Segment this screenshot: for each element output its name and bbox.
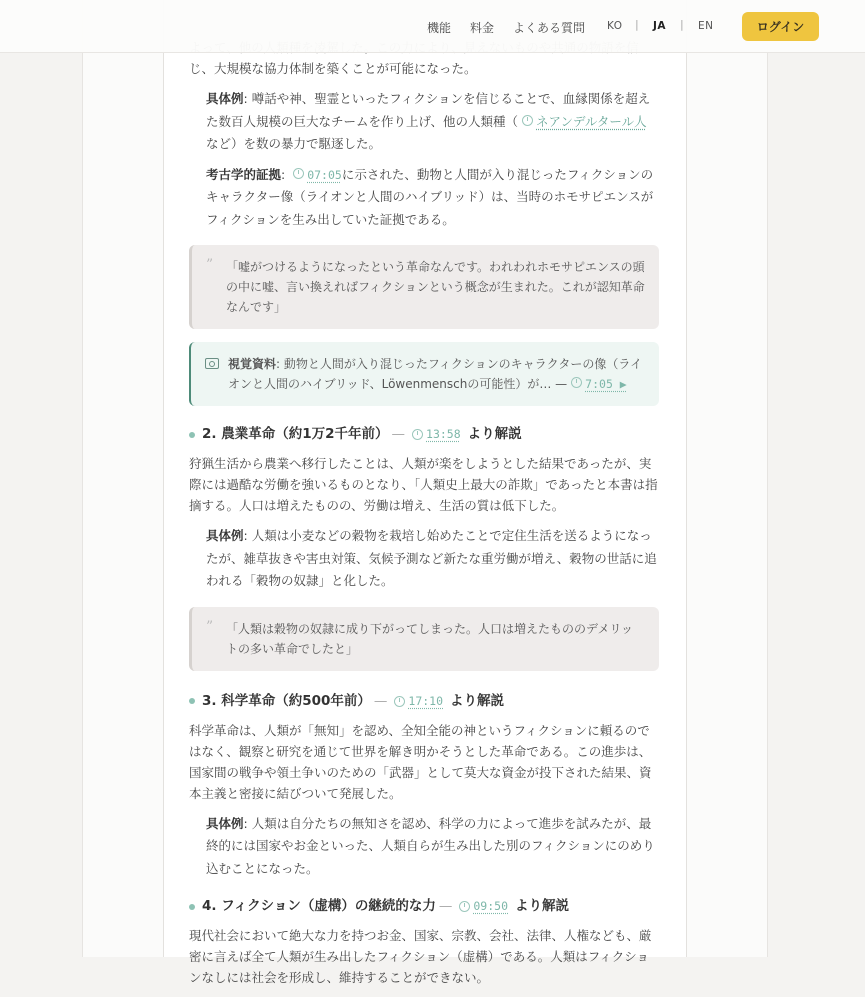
section-paragraph: 狩猟生活から農業へ移行したことは、人類が楽をしようとした結果であったが、実際には過酷な労働を強いるものとなり、「人類史上最大の詐欺」であったと本書は指摘する。人口は増えたものの、労働は増え、生活の質は低下した。 (189, 456, 658, 513)
example-text: : 人類は自分たちの無知さを認め、科学の力によって進歩を試みたが、最終的には国家やお金といった、人類自らが生み出した別のフィクションにのめり込むことになった。 (206, 815, 655, 876)
nav-pricing[interactable]: 料金 (470, 21, 495, 35)
timestamp-link[interactable]: 07:05 (307, 167, 342, 182)
section-timestamp-link[interactable]: 09:50 (473, 899, 508, 913)
example-label: 具体例 (206, 91, 244, 106)
quote-block (189, 245, 659, 329)
lang-ja[interactable]: JA (653, 20, 667, 32)
login-button[interactable]: ログイン (742, 12, 819, 41)
quote-icon: ” (206, 618, 214, 635)
lang-en[interactable]: EN (698, 20, 714, 32)
clock-icon (412, 429, 423, 440)
colon: : (281, 166, 290, 182)
example-item (206, 813, 659, 881)
neanderthal-link[interactable]: ネアンデルタール人 (536, 113, 647, 129)
example-text: : 噂話や神、聖霊といったフィクションを信じることで、血縁関係を超えた数百人規模の巨大なチームを作り上げ、他の人類種（ (206, 91, 651, 129)
bullet-dot (189, 432, 195, 438)
archaeology-text: に示された、動物と人間が入り混じったフィクションのキャラクター像（ライオンと人間のハイブリッド）は、当時のホモサピエンスがフィクションを生み出していた証拠である。 (206, 166, 654, 227)
camera-icon (205, 358, 219, 369)
visual-timestamp-link[interactable]: 7:05 ▶ (585, 377, 627, 391)
visual-label: 視覚資料 (228, 357, 277, 371)
top-header (0, 0, 865, 53)
visual-text: : 動物と人間が入り混じったフィクションのキャラクターの像（ライオンと人間のハイブリッド、Löwenmenschの可能性）が… — (228, 357, 643, 391)
section-heading (189, 424, 659, 445)
dash: — (391, 426, 406, 442)
example-label: 具体例 (206, 528, 244, 543)
example-item (206, 88, 659, 156)
example-text-after: など）を数の暴力で駆逐した。 (206, 136, 382, 151)
section-heading (189, 691, 659, 712)
nav-features[interactable]: 機能 (427, 21, 452, 35)
example-text: : 人類は小麦などの穀物を栽培し始めたことで定住生活を送るようになったが、雑草抜きや害虫対策、気候予測など新たな重労働が増え、穀物の世話に追われる「穀物の奴隷」と化した。 (206, 528, 657, 588)
clock-icon (522, 115, 533, 126)
section-title: 2. 農業革命（約1万2千年前） (202, 426, 389, 442)
section-title: 4. フィクション（虚構）の継続的な力 (202, 898, 436, 914)
section-paragraph: 現代社会において絶大な力を持つお金、国家、宗教、会社、法律、人権なども、厳密に言えば全て人類が生み出したフィクション（虚構）である。人類はフィクションなしには社会を形成し、維持することができない。 (189, 928, 652, 985)
bullet-dot (189, 904, 195, 910)
quote-block (189, 607, 659, 671)
dash: — (373, 692, 388, 709)
section-suffix: より解説 (515, 898, 569, 914)
nav-faq[interactable]: よくある質問 (513, 21, 586, 35)
bullet-dot (189, 698, 195, 704)
quote-text: 「人類は穀物の奴隷に成り下がってしまった。人口は増えたもののデメリットの多い革命でしたと」 (226, 621, 634, 656)
intro-paragraph: じ、大規模な協力体制を築くことが可能になった。 (189, 61, 477, 76)
clock-icon (293, 168, 304, 179)
clock-icon (571, 377, 582, 388)
archaeology-item (206, 164, 659, 232)
example-item (206, 525, 659, 593)
section-heading (189, 896, 659, 917)
quote-icon: ” (206, 257, 214, 273)
section-paragraph: 科学革命は、人類が「無知」を認め、全知全能の神というフィクションに頼るのではなく、観察と研究を通じて世界を解き明かそうとした革命である。この進歩は、国家間の戦争や領土争いのための「武器」として莫大な資金が投下された結果、資本主義と密接に結びついて発展した。 (189, 722, 652, 801)
section-suffix: より解説 (467, 426, 522, 442)
lang-ko[interactable]: KO (607, 20, 623, 32)
section-suffix: より解説 (450, 692, 505, 709)
clock-icon (394, 696, 405, 707)
lang-separator: | (635, 18, 639, 31)
visual-material-block (189, 342, 659, 406)
lang-separator: | (680, 18, 684, 31)
dash: — (438, 898, 453, 914)
quote-text: 「嘘がつけるようになったという革命なんです。われわれホモサピエンスの頭の中に嘘、言い換えればフィクションという概念が生まれた。これが認知革命なんです」 (226, 260, 645, 314)
article-content (189, 37, 659, 997)
section-timestamp-link[interactable]: 17:10 (408, 693, 444, 708)
example-label: 具体例 (206, 815, 244, 831)
archaeology-label: 考古学的証拠 (206, 166, 282, 182)
section-timestamp-link[interactable]: 13:58 (426, 427, 461, 441)
clock-icon (459, 901, 470, 912)
section-title: 3. 科学革命（約500年前） (202, 692, 371, 709)
